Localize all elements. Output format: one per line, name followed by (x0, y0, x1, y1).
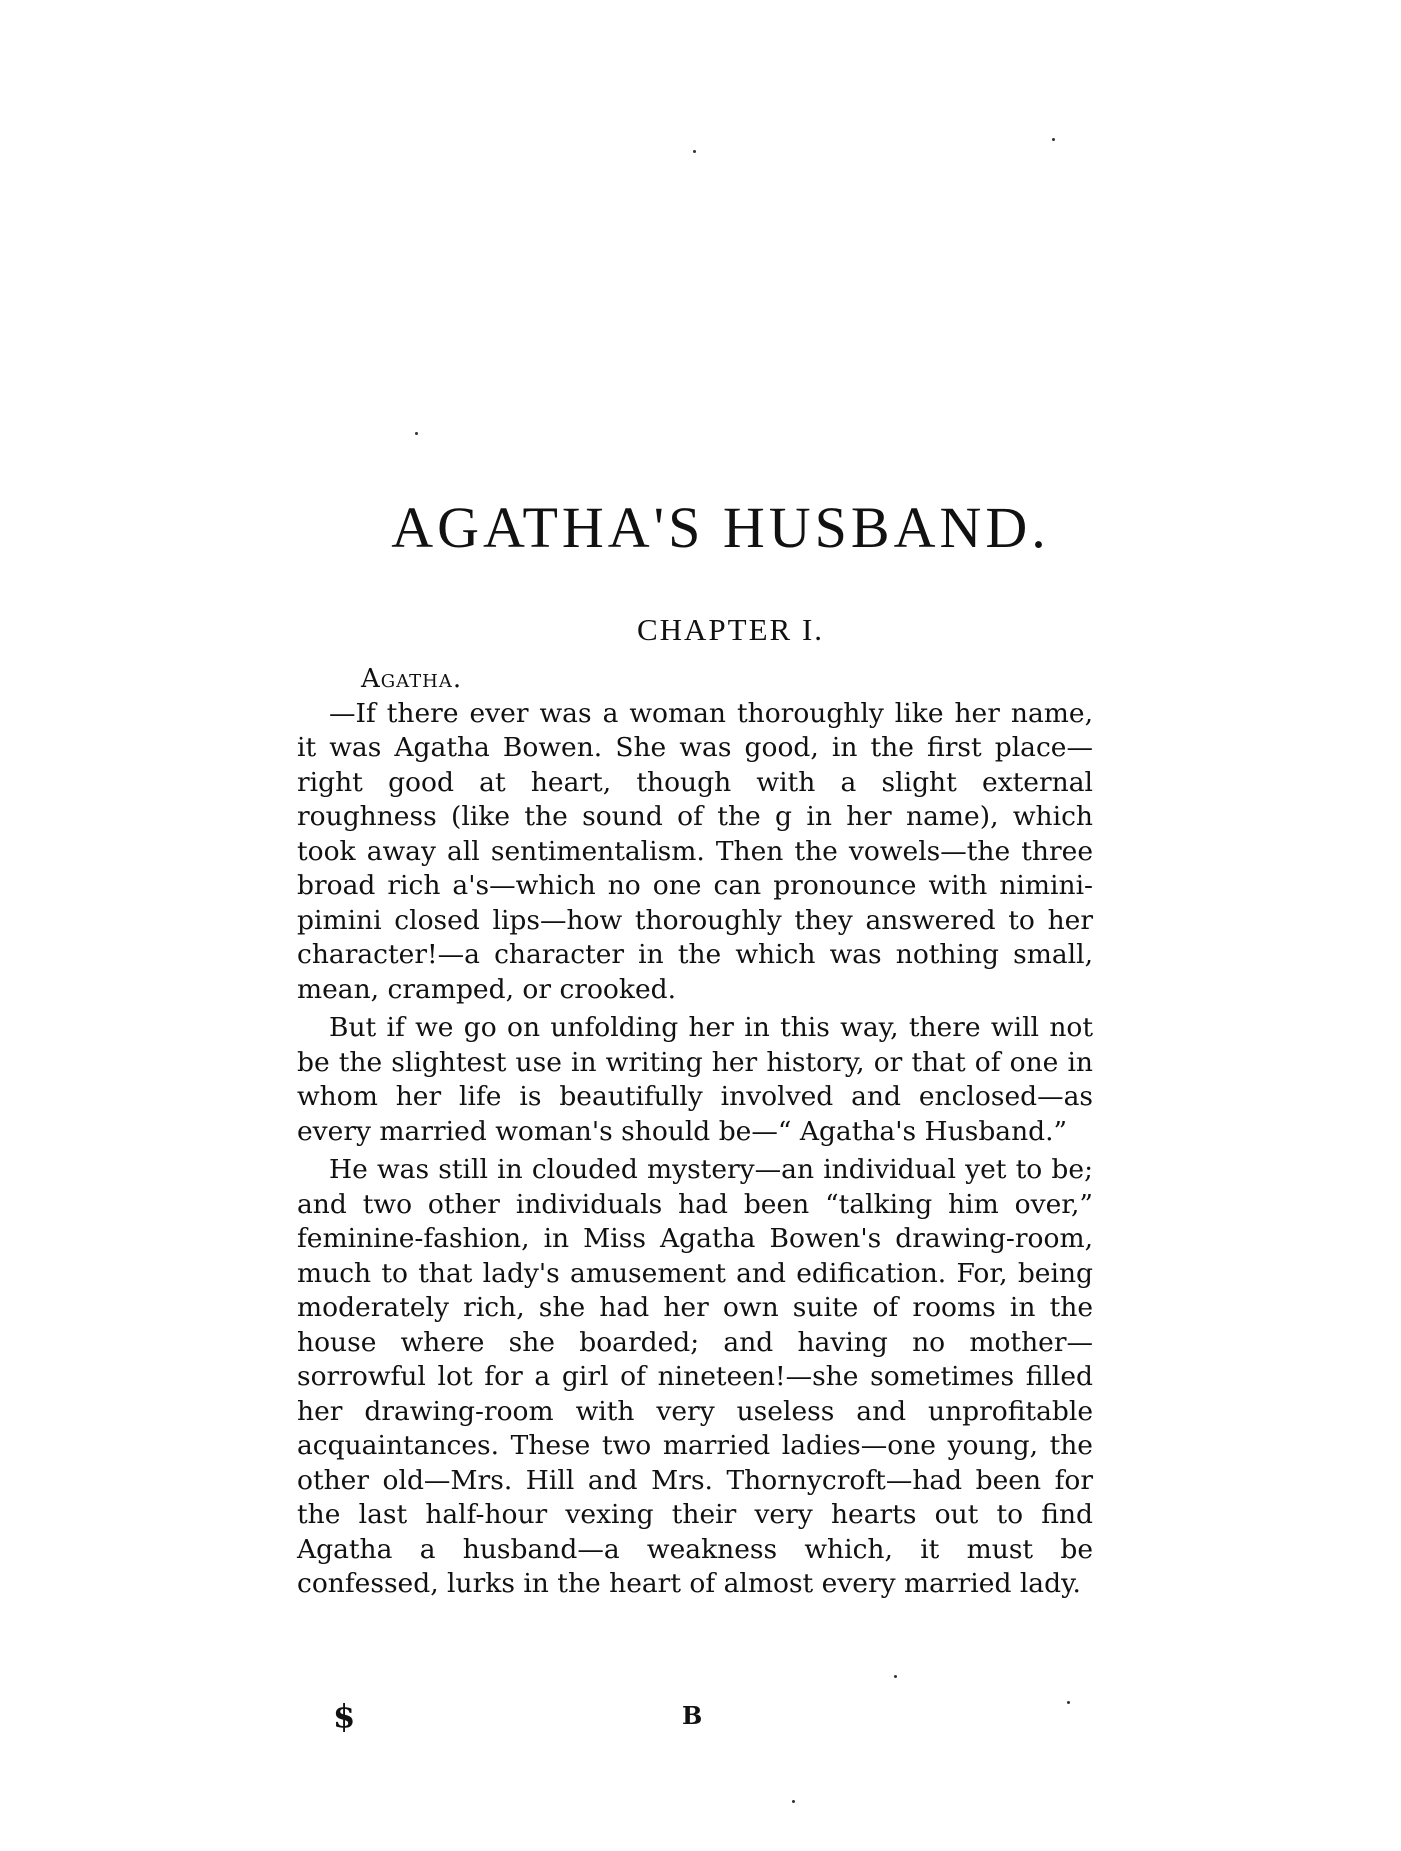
paragraph: —If there ever was a woman thoroughly like her name, it was Agatha Bowen. She was good, in the first place—right good at heart, though with a slight external roughness (like the sound of the g in her name), which took away all sentimentalism. Then the vowels—the three broad rich a's—which no one can pronounce with nimini-pimini closed lips—how thoroughly they answered to her character!—a character in the which was nothing small, mean, cramped, or crooked. (297, 697, 1093, 1005)
section-heading: Agatha. (361, 664, 463, 694)
book-title: AGATHA'S HUSBAND. (391, 495, 1050, 560)
print-speck (415, 432, 418, 435)
print-speck (1052, 138, 1055, 141)
paragraph: He was still in clouded mystery—an individual yet to be; and two other individuals had been “talking him over,” feminine-fashion, in Miss Agatha Bowen's drawing-room, much to that lady's amusement and edification. For, being moderately rich, she had her own suite of rooms in the house where she boarded; and having no mother—sorrowful lot for a girl of nineteen!—she sometimes filled her drawing-room with very useless and unprofitable acquaintances. These two married ladies—one young, the other old—Mrs. Hill and Mrs. Thornycroft—had been for the last half-hour vexing their very hearts out to find Agatha a husband—a weakness which, it must be confessed, lurks in the heart of almost every married lady. (297, 1154, 1093, 1599)
print-speck (894, 1675, 897, 1678)
print-speck (693, 150, 696, 153)
print-speck (792, 1800, 795, 1803)
page-footer (0, 1697, 1401, 1737)
chapter-heading: CHAPTER I. (636, 612, 825, 647)
signature-mark: B (682, 1701, 703, 1730)
footer-mark: $ (333, 1697, 356, 1735)
chapter-body (297, 662, 1093, 1606)
paragraph: But if we go on unfolding her in this way, there will not be the slightest use in writing her history, or that of one in whom her life is beautifully involved and enclosed—as every married woman's should be—“ Agatha's Husband.” (297, 1012, 1093, 1147)
